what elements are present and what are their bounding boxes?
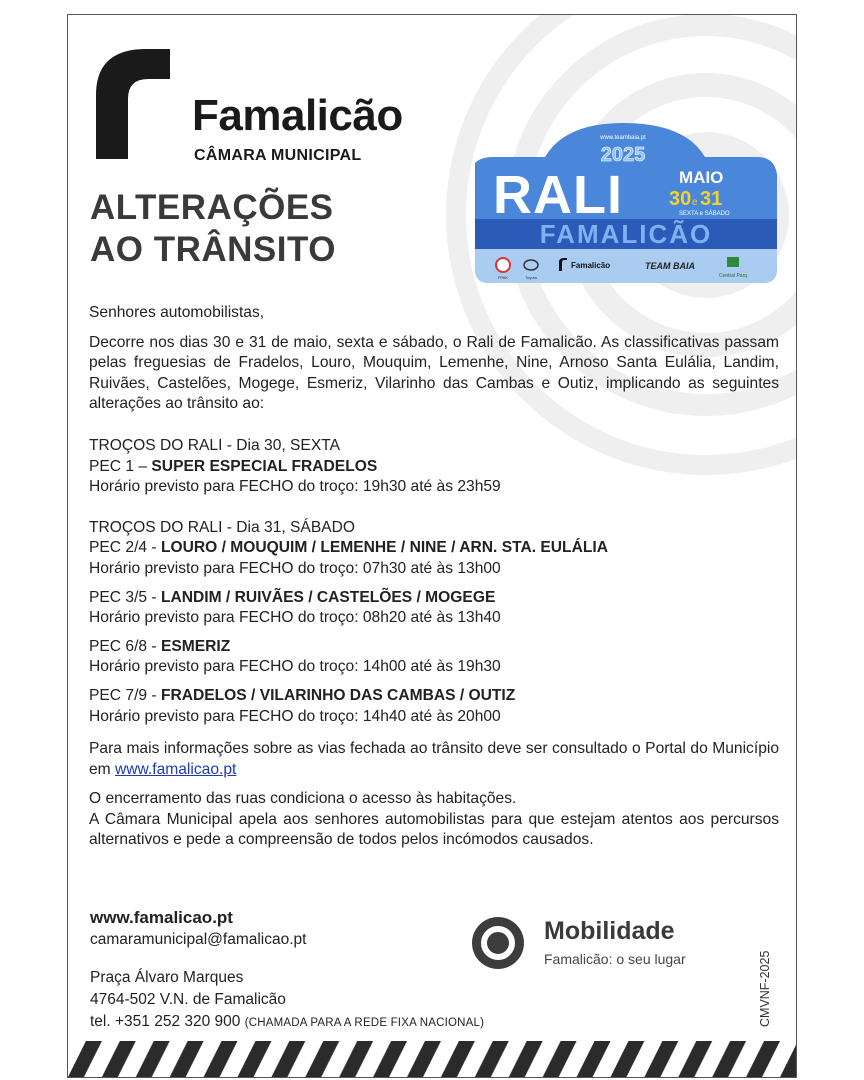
stage-code: PEC 2/4 - [89, 539, 161, 557]
address-line-2: 4764-502 V.N. de Famalicão [90, 991, 286, 1008]
title-line-2: AO TRÂNSITO [90, 230, 336, 269]
stage-block [89, 588, 779, 629]
hazard-stripes [68, 1041, 796, 1077]
stage-code: PEC 7/9 - [89, 686, 161, 704]
stage-schedule: Horário previsto para FECHO do troço: 14h40 até às 20h00 [89, 707, 501, 725]
title-line-1: ALTERAÇÕES [90, 188, 334, 227]
website-link[interactable]: www.famalicao.pt [90, 908, 233, 927]
badge-site: www.teambaia.pt [600, 135, 646, 141]
mobility-tagline: Famalicão: o seu lugar [544, 951, 686, 967]
stage-name: LOURO / MOUQUIM / LEMENHE / NINE / ARN. STA. EULÁLIA [160, 539, 608, 557]
sponsor-team-baia: TEAM BAIA [645, 261, 695, 271]
portal-link[interactable]: www.famalicao.pt [115, 760, 237, 778]
phone-note: (CHAMADA PARA A REDE FIXA NACIONAL) [244, 1017, 485, 1029]
mobility-logo [470, 913, 730, 977]
stage-name: ESMERIZ [160, 637, 231, 655]
email-link[interactable]: camaramunicipal@famalicao.pt [90, 931, 307, 948]
stage-code: PEC 3/5 - [89, 588, 161, 606]
stage-block [89, 686, 779, 727]
stage-block [89, 457, 779, 498]
badge-title: RALI [493, 165, 623, 225]
document-code: CMVNF-2025 [758, 950, 772, 1027]
page-title [90, 187, 336, 271]
brand-name: Famalicão [192, 91, 403, 140]
stage-schedule: Horário previsto para FECHO do troço: 14h00 até às 19h30 [89, 658, 501, 676]
stage-name: LANDIM / RUIVÃES / CASTELÕES / MOGEGE [160, 588, 496, 606]
day1-header: TROÇOS DO RALI - Dia 30, SEXTA [89, 436, 340, 454]
info-paragraph [89, 739, 779, 780]
notice-body [89, 303, 779, 851]
intro-paragraph: Decorre nos dias 30 e 31 de maio, sexta e sábado, o Rali de Famalicão. As classificativas passam pelas freguesias de Fradelos, Louro, Mouquim, Lemenhe, Nine, Arnoso Santa Eulália, Landim, Ruivães, Castelões, Mogege, Esmeriz, Vilarinho das Cambas e Outiz, implicando as seguintes alterações ao trânsito ao: [89, 333, 779, 413]
day2-header: TROÇOS DO RALI - Dia 31, SÁBADO [89, 518, 356, 536]
sponsor-fpak: FPAK [497, 275, 509, 280]
stage-name: SUPER ESPECIAL FRADELOS [151, 457, 378, 475]
stage-schedule: Horário previsto para FECHO do troço: 08h20 até às 13h40 [89, 609, 501, 627]
mobility-title: Mobilidade [544, 917, 675, 945]
phone-number: tel. +351 252 320 900 [90, 1013, 241, 1030]
rally-badge [473, 119, 779, 283]
badge-day-2: 31 [700, 188, 723, 210]
stage-block [89, 538, 779, 579]
stage-block [89, 637, 779, 678]
stage-schedule: Horário previsto para FECHO do troço: 19h30 até às 23h59 [89, 478, 501, 496]
appeal-paragraph: A Câmara Municipal apela aos senhores automobilistas para que estejam atentos aos percursos alternativos e pede a compreensão de todos pelos incómodos causados. [89, 810, 779, 849]
badge-day-1: 30 [669, 188, 692, 210]
info-text: Para mais informações sobre as vias fechada ao trânsito deve ser consultado o Portal do Município em [89, 740, 779, 778]
sponsor-central-parq: Central Parq [718, 273, 748, 279]
brand-subtitle: CÂMARA MUNICIPAL [194, 147, 362, 164]
greeting: Senhores automobilistas, [89, 304, 265, 321]
notice-sheet [67, 14, 797, 1078]
contact-block [90, 907, 484, 1034]
badge-place: FAMALICÃO [539, 219, 713, 249]
phone-line [90, 1011, 484, 1034]
sponsor-toyota: Toyota [525, 275, 537, 280]
badge-connector: e [692, 197, 698, 208]
mobility-ring-icon [470, 915, 526, 971]
stage-code: PEC 6/8 - [89, 637, 161, 655]
stage-name: FRADELOS / VILARINHO DAS CAMBAS / OUTIZ [160, 686, 516, 704]
closure-note: O encerramento das ruas condiciona o acesso às habitações. [89, 790, 517, 808]
sponsor-famalicao: Famalicão [571, 261, 611, 270]
badge-month: MAIO [679, 168, 724, 187]
stage-code: PEC 1 – [89, 457, 152, 475]
badge-year: 2025 [600, 144, 646, 166]
badge-weekdays: SEXTA e SÁBADO [679, 211, 730, 217]
famalicao-f-mark-icon [90, 43, 176, 159]
address-line-1: Praça Álvaro Marques [90, 969, 244, 986]
stage-schedule: Horário previsto para FECHO do troço: 07h30 até às 13h00 [89, 559, 501, 577]
